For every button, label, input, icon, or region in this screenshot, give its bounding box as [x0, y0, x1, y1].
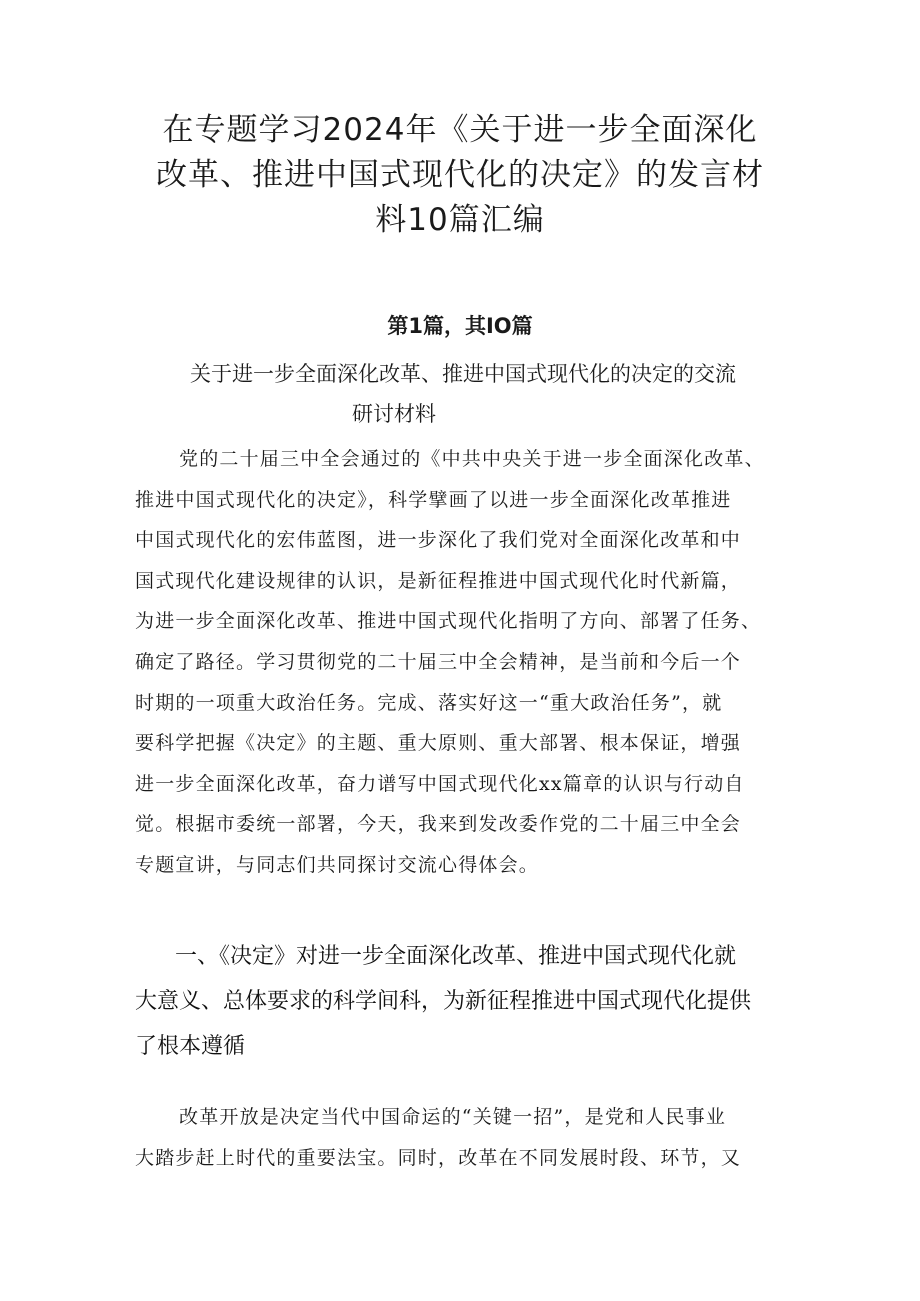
paragraph-line: 进一步全面深化改革，奋力谱写中国式现代化xx篇章的认识与行动自	[135, 772, 745, 795]
body-paragraph-1	[135, 439, 800, 886]
paragraph-line: 党的二十届三中全会通过的《中共中央关于进一步全面深化改革、	[179, 448, 765, 470]
subtitle-line: 关于进一步全面深化改革、推进中国式现代化的决定的交流	[190, 362, 736, 386]
paragraph-line: 推进中国式现代化的决定》，科学擘画了以进一步全面深化改革推进	[135, 488, 732, 511]
paragraph-line: 国式现代化建设规律的认识，是新征程推进中国式现代化时代新篇，	[135, 569, 742, 592]
body-paragraph-2	[135, 1097, 800, 1178]
section-heading-1	[135, 934, 800, 1069]
heading-line: 了根本遵循	[135, 1034, 246, 1059]
paragraph-line: 为进一步全面深化改革、推进中国式现代化指明了方向、部署了任务、	[135, 610, 762, 633]
subtitle-line: 研讨材料	[352, 402, 436, 426]
paragraph-line: 要科学把握《决定》的主题、重大原则、重大部署、根本保证，增强	[135, 732, 742, 755]
document-title	[120, 108, 800, 243]
paragraph-line: 大踏步赶上时代的重要法宝。同时，改革在不同发展时段、环节，又	[135, 1146, 742, 1169]
heading-line: 大意义、总体要求的科学间科，为新征程推进中国式现代化提供	[135, 989, 752, 1014]
heading-line: 一、《决定》对进一步全面深化改革、推进中国式现代化就	[175, 944, 737, 969]
paragraph-line: 觉。根据市委统一部署，今天，我来到发改委作党的二十届三中全会	[135, 813, 742, 836]
title-line: 在专题学习2024年《关于进一步全面深化	[162, 112, 758, 148]
paragraph-line: 改革开放是决定当代中国命运的“关键一招”，是党和人民事业	[179, 1106, 727, 1128]
paragraph-line: 时期的一项重大政治任务。完成、落实好这一“重大政治任务”，就	[135, 691, 723, 714]
paragraph-line: 中国式现代化的宏伟蓝图，进一步深化了我们党对全面深化改革和中	[135, 529, 742, 552]
chapter-label: 第1篇，其IO篇	[387, 314, 533, 338]
paragraph-line: 确定了路径。学习贯彻党的二十届三中全会精神，是当前和今后一个	[135, 650, 742, 673]
title-line: 料10篇汇编	[375, 202, 545, 238]
section-subtitle	[190, 354, 810, 434]
paragraph-line: 专题宣讲，与同志们共同探讨交流心得体会。	[135, 853, 540, 876]
title-line: 改革、推进中国式现代化的决定》的发言材	[156, 157, 764, 193]
